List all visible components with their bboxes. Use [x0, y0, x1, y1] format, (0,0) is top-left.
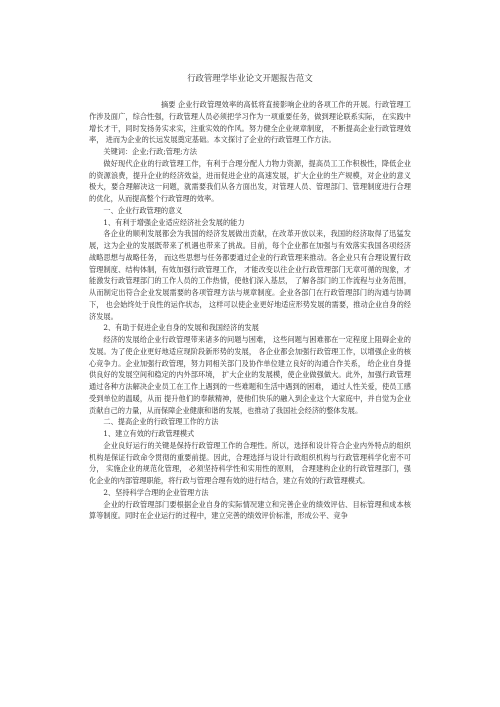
body-paragraph: 企业的行政管理部门要根据企业自身的实际情况建立和完善企业的绩效评估、目标管理和成本核算等制度。同时在企业运行的过程中，建立完善的绩效评价标准，形成公平、竞争	[89, 499, 411, 521]
abstract-paragraph: 摘要 企业行政管理效率的高低将直接影响企业的各项工作的开展。行政管理工作涉及面广，综合性强，行政管理人员必须把学习作为一项重要任务，做到理论联系实际， 在实践中增长才干，同时发扬务实求实，注重实效的作风。努力健全企业规章制度， 不断提高企业行政管理效率， 进而为企业的长远发展奠定基础。本文探讨了企业的行政管理工作方法。	[89, 100, 411, 145]
subsection-heading: 1、建立有效的行政管理模式	[103, 429, 195, 438]
document-title: 行政管理学毕业论文开题报告范文	[187, 73, 313, 83]
document-page	[89, 72, 411, 522]
subsection-heading: 2、坚持科学合理的企业管理方法	[103, 487, 209, 497]
section-heading: 一、企业行政管理的意义	[103, 205, 183, 215]
body-paragraph: 企业良好运行的关键是保持行政管理工作的合理性。所以，选择和设计符合企业内外特点的组织机构是保证行政命令贯彻的重要前提。因此，合理选择与设计行政组织机构与行政管理科学化密不可分， 实施企业的规范化管理， 必须坚持科学性和实用性的原则， 合理建构企业的行政管理部门，强化企业的内部管理职能，将行政与管理合理有效的进行结合，建立有效的行政管理模式。	[89, 440, 411, 485]
subsection-heading: 1、有利于增强企业适应经济社会发展的能力	[103, 217, 245, 227]
body-paragraph: 各企业的顺利发展都会为我国的经济发展做出贡献，在改革开放以来，我国的经济取得了迅猛发展，这为企业的发展既带来了机遇也带来了挑战。目前，每个企业都在加强与有效落实我国各项经济战略思想与战略任务， 而这些思想与任务都要通过企业的行政管理来推动。各企业只有合理设置行政管理制度、结构体制，有效加强行政管理工作， 才能改变以往企业行政管理部门无章可循的现象，才能激发行政管理部门的工作人员的工作热情，使他们深入基层， 了解各部门的工作流程与业务范围， 从而制定出符合企业发展需要的各项管理方法与规章制度。企业各部门在行政管理部门的沟通与协调下， 也会始终处于良性的运作状态， 这样可以使企业更好地适应形势发展的需要，推动企业自身的经济发展。	[89, 229, 411, 321]
keywords-line: 关键词：企业;行政;管理;方法	[103, 147, 197, 156]
body-paragraph: 经济的发展给企业行政管理带来诸多的问题与困难， 这些问题与困难都在一定程度上阻碍企业的发展。为了使企业更好地适应现阶段新形势的发展， 各企业都会加强行政管理工作，以增强企业的核心竞争力。企业加强行政管理，努力同相关部门及协作单位建立良好的沟通合作关系， 给企业自身提供良好的发展空间和稳定的内外部环境， 扩大企业的发展模，使企业做强做大。此外，加强行政管理通过各种方法解决企业员工在工作上遇到的一些难题和生活中遇到的困难， 通过人性关爱，使员工感受到单位的温暖，从而 提升他们的奉献精神，使他们快乐的融入到企业这个大家庭中，并自觉为企业贡献自己的力量，从而保障企业健康和谐的发展，也推动了我国社会经济的整体发展。	[89, 335, 411, 415]
section-heading: 二、提高企业的行政管理工作的方法	[103, 417, 219, 427]
subsection-heading: 2、有助于促进企业自身的发展和我国经济的发展	[103, 323, 259, 333]
intro-paragraph: 做好现代企业的行政管理工作，有利于合理分配人力物力资源，提高员工工作积极性，降低企业的资源浪费，提升企业的经济效益，进而促进企业的高速发展，扩大企业的生产规模，对企业的意义极大，要合理解决这一问题，就需要我们从各方面出发，对管理人员、管理部门、管理制度进行合理的优化，从而提高整个行政管理的效率。	[89, 158, 411, 203]
